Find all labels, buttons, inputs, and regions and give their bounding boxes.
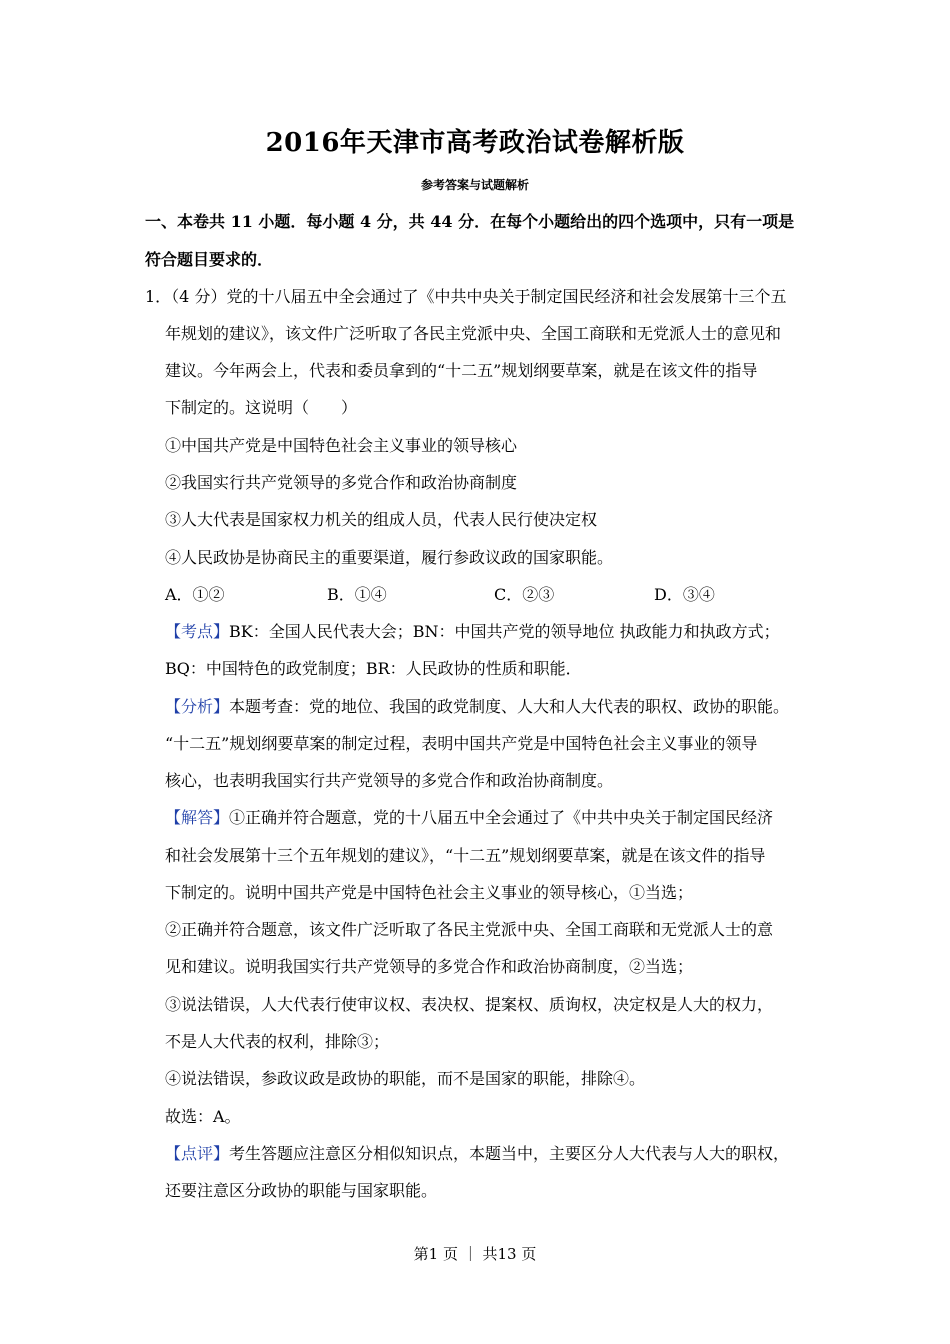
fenxi-label: 【分析】 (165, 697, 230, 716)
jieda-line: 见和建议。说明我国实行共产党领导的多党合作和政治协商制度，②当选； (165, 957, 694, 976)
jieda-line: 故选：A。 (165, 1107, 241, 1126)
jieda-text: ①正确并符合题意，党的十八届五中全会通过了《中共中央关于制定国民经济 (229, 808, 774, 827)
question-stem-line: 建议。今年两会上，代表和委员拿到的“十二五”规划纲要草案，就是在该文件的指导 (165, 361, 758, 380)
jieda-label: 【解答】 (165, 808, 230, 827)
kaodian-line-1 (165, 622, 780, 642)
jieda-line: ③说法错误，人大代表行使审议权、表决权、提案权、质询权，决定权是人大的权力， (165, 995, 774, 1014)
fenxi-line-3: 核心，也表明我国实行共产党领导的多党合作和政治协商制度。 (165, 771, 614, 790)
option-d: D．③④ (654, 585, 715, 604)
section-heading-line-2: 符合题目要求的． (145, 250, 274, 269)
fenxi-text: 本题考查：党的地位、我国的政党制度、人大和人大代表的职权、政协的职能。 (229, 697, 790, 716)
statement-item: ②我国实行共产党领导的多党合作和政治协商制度 (165, 473, 518, 492)
jieda-line: ②正确并符合题意，该文件广泛听取了各民主党派中央、全国工商联和无党派人士的意 (165, 920, 774, 939)
statement-item: ④人民政协是协商民主的重要渠道，履行参政议政的国家职能。 (165, 548, 614, 567)
jieda-line: 下制定的。说明中国共产党是中国特色社会主义事业的领导核心，①当选； (165, 883, 694, 902)
jieda-line: 不是人大代表的权利，排除③； (165, 1032, 390, 1051)
question-stem-line: 年规划的建议》，该文件广泛听取了各民主党派中央、全国工商联和无党派人士的意见和 (165, 324, 782, 343)
section-heading-line-1: 一、本卷共 11 小题．每小题 4 分，共 44 分．在每个小题给出的四个选项中，只有一项是 (145, 212, 795, 231)
dianping-text: 考生答题应注意区分相似知识点，本题当中，主要区分人大代表与人大的职权， (229, 1144, 790, 1163)
question-stem-line: 下制定的。这说明（ ） (165, 398, 358, 417)
kaodian-text: BK：全国人民代表大会；BN：中国共产党的领导地位 执政能力和执政方式； (229, 622, 780, 641)
option-a: A．①② (165, 585, 225, 604)
kaodian-label: 【考点】 (165, 622, 230, 641)
jieda-line: ④说法错误，参政议政是政协的职能，而不是国家的职能，排除④。 (165, 1069, 646, 1088)
option-c: C．②③ (494, 585, 555, 604)
page-footer: 第1 页 ｜ 共13 页 (413, 1245, 537, 1263)
dianping-label: 【点评】 (165, 1144, 230, 1163)
dianping-line-1 (165, 1144, 789, 1164)
dianping-line-2: 还要注意区分政协的职能与国家职能。 (165, 1181, 438, 1200)
fenxi-line-1 (165, 697, 789, 717)
page-subtitle: 参考答案与试题解析 (420, 178, 529, 192)
kaodian-line-2: BQ：中国特色的政党制度；BR：人民政协的性质和职能． (165, 659, 582, 678)
question-stem-line: 1．（4 分）党的十八届五中全会通过了《中共中央关于制定国民经济和社会发展第十三个五 (145, 287, 787, 306)
statement-item: ③人大代表是国家权力机关的组成人员，代表人民行使决定权 (165, 510, 598, 529)
page-title: 2016年天津市高考政治试卷解析版 (265, 128, 685, 158)
fenxi-line-2: “十二五”规划纲要草案的制定过程，表明中国共产党是中国特色社会主义事业的领导 (165, 734, 758, 753)
jieda-line: 和社会发展第十三个五年规划的建议》，“十二五”规划纲要草案，就是在该文件的指导 (165, 846, 766, 865)
option-b: B．①④ (327, 585, 387, 604)
statement-item: ①中国共产党是中国特色社会主义事业的领导核心 (165, 436, 518, 455)
jieda-line-1 (165, 808, 773, 828)
